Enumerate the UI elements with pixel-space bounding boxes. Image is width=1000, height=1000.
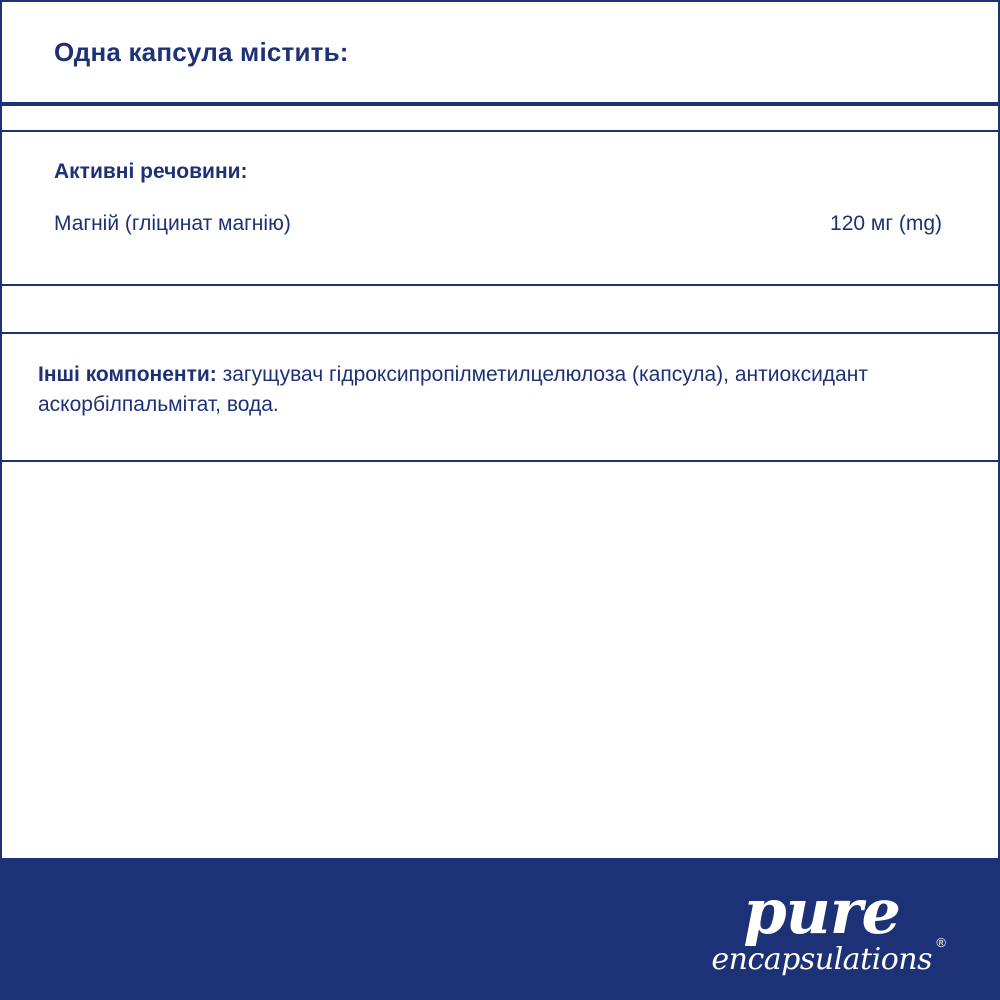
table-row (54, 212, 946, 236)
header-band (2, 2, 998, 106)
ingredient-name: Магній (гліцинат магнію) (54, 212, 291, 235)
active-ingredients-panel (2, 130, 998, 286)
other-ingredients-label: Інші компоненти: (38, 363, 217, 386)
other-ingredients-list: загущувач гідроксипропілметилцелюлоза (капсула), антиоксидант аскорбілпальмітат, вода. (38, 363, 868, 416)
other-ingredients-panel (2, 332, 998, 462)
other-ingredients-text (38, 360, 938, 420)
footer-band (2, 858, 998, 998)
active-ingredients-heading: Активні речовини: (54, 160, 248, 183)
page-title: Одна капсула містить: (54, 36, 349, 67)
brand-logo (711, 875, 946, 977)
ingredient-amount: 120 мг (mg) (830, 212, 942, 235)
brand-tagline: encapsulations (711, 942, 932, 977)
brand-name: pure (743, 875, 900, 948)
registered-trademark-icon: ® (936, 935, 946, 950)
